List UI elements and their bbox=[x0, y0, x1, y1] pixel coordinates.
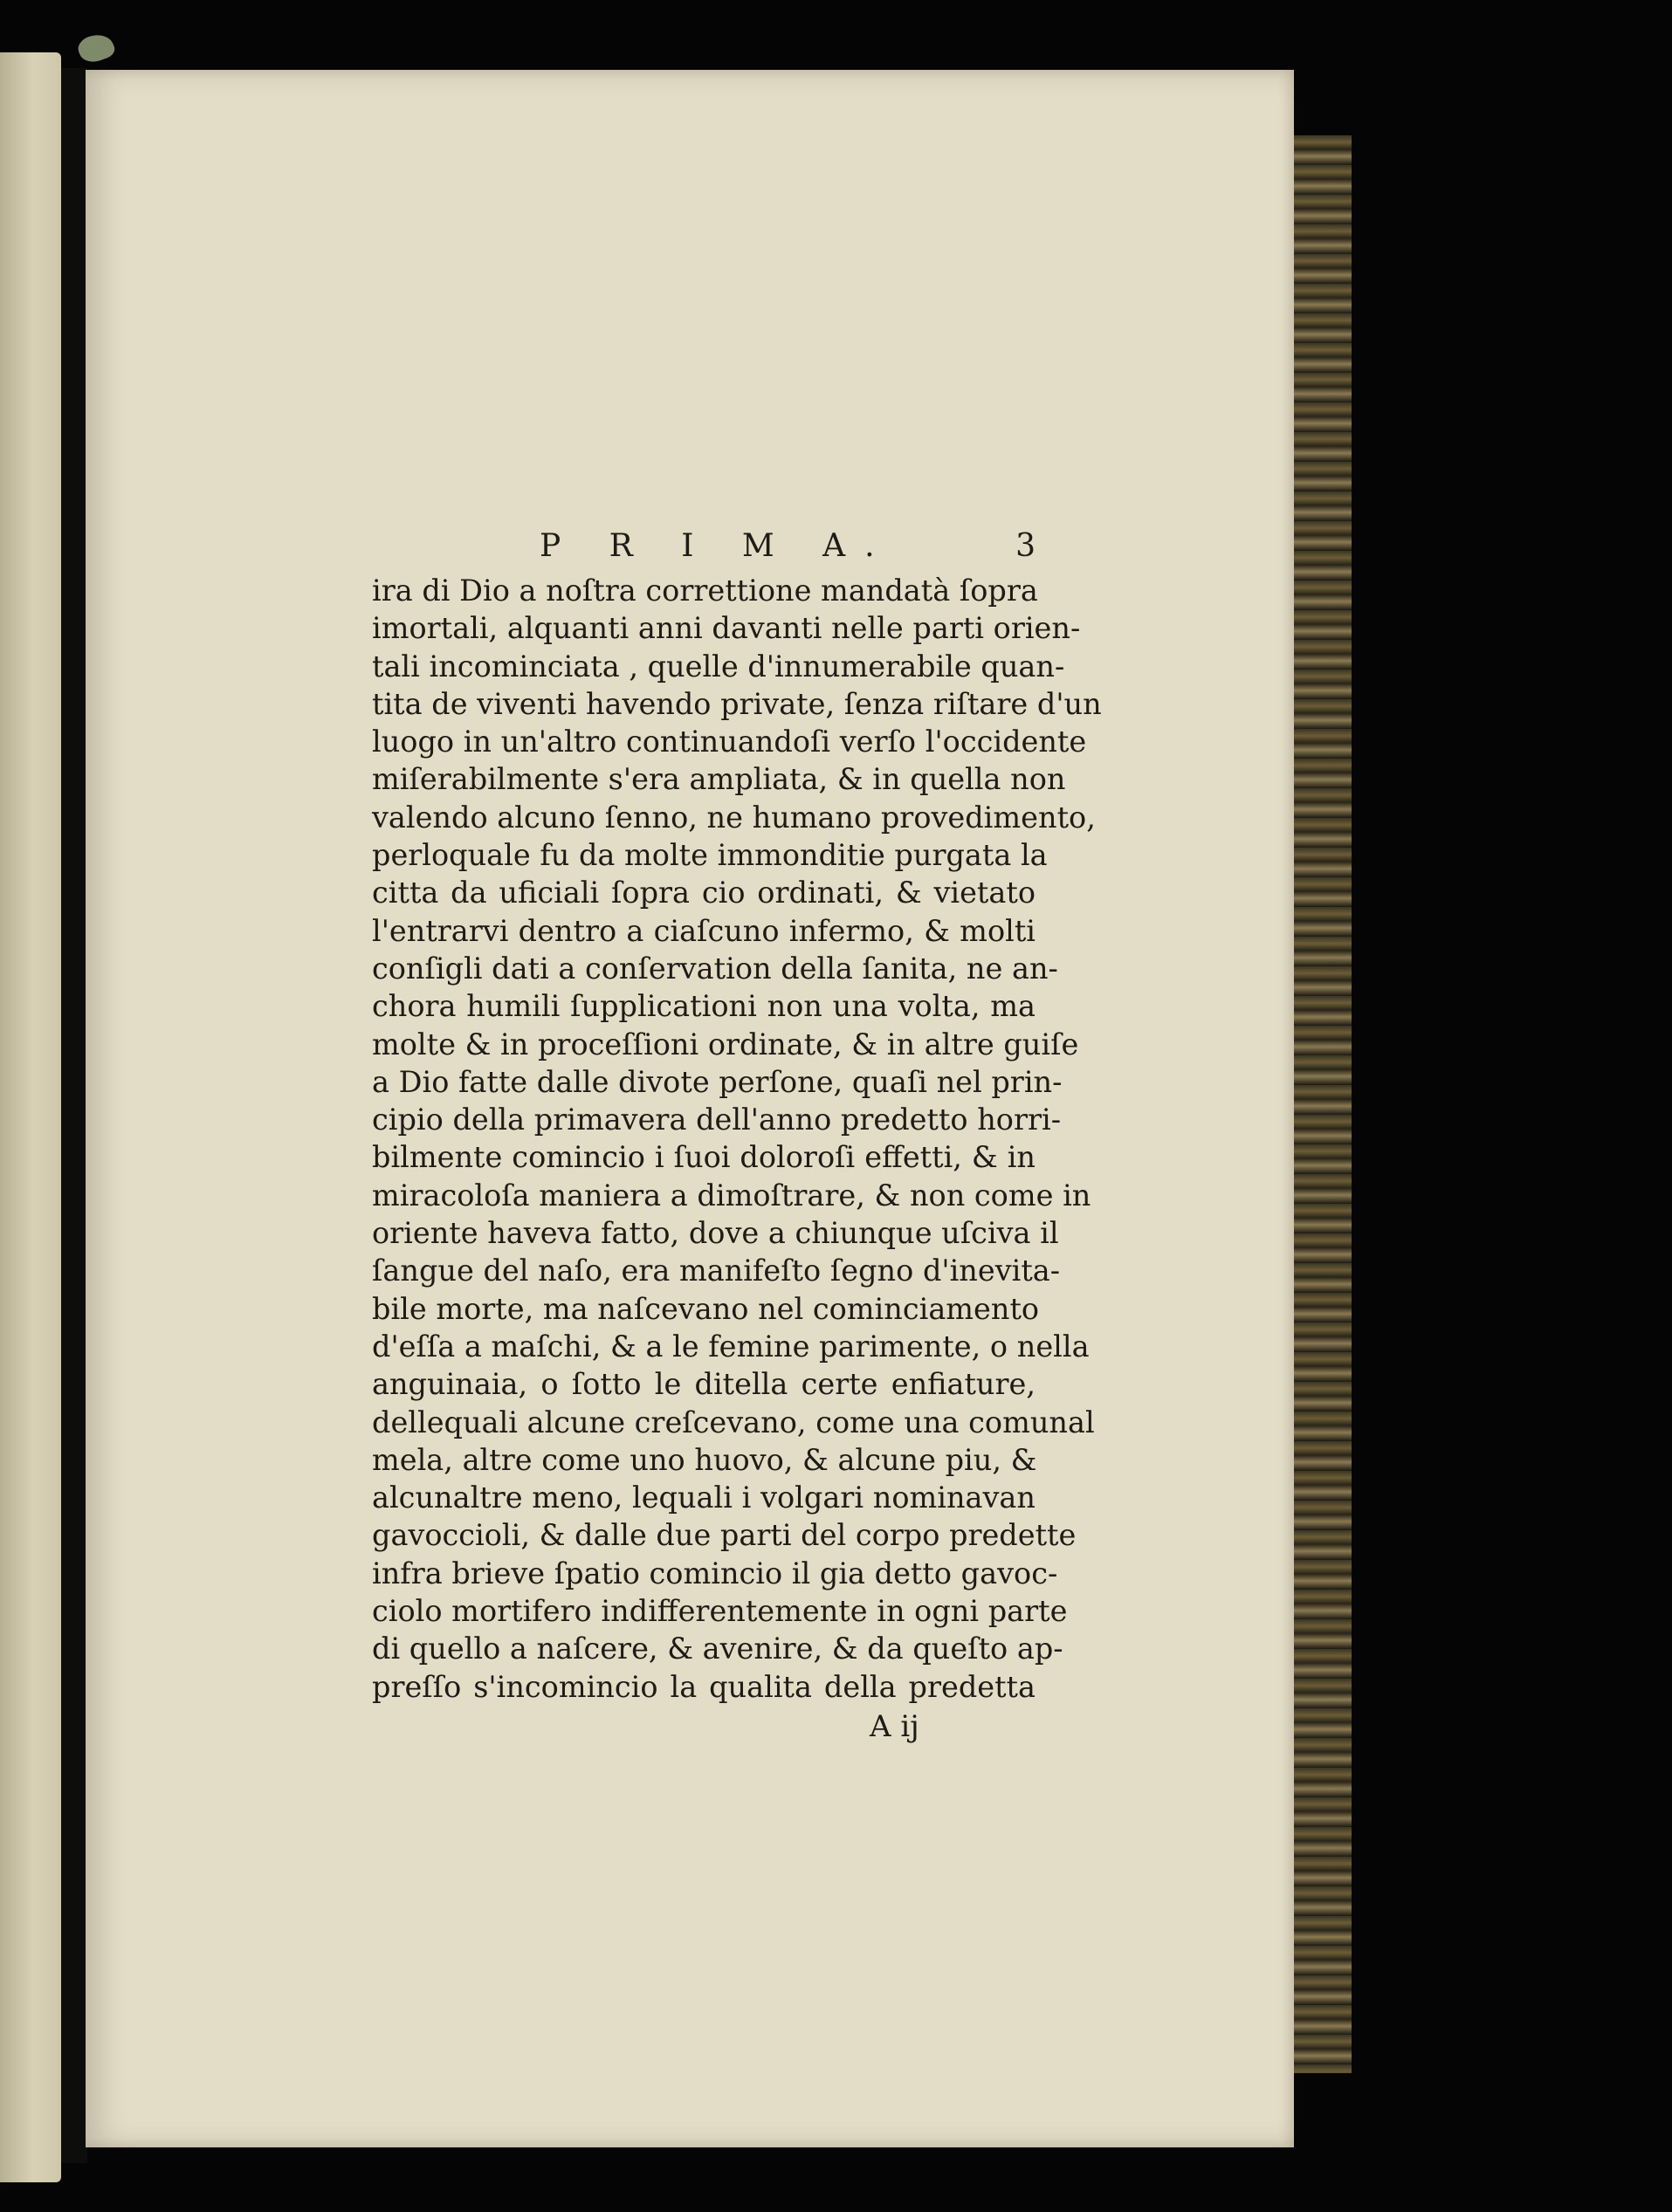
text-line: valendo alcuno ſenno, ne humano provedimento, bbox=[372, 800, 1096, 835]
text-line: tita de viventi havendo private, ſenza riſtare d'un bbox=[372, 686, 1102, 721]
text-line: d'eſſa a maſchi, & a le femine parimente, o nella bbox=[372, 1329, 1090, 1364]
text-line: bilmente comincio i ſuoi doloroſi effetti, & in bbox=[372, 1140, 1036, 1175]
text-line: mela, altre come uno huovo, & alcune piu, & bbox=[372, 1442, 1037, 1477]
text-line: imortali, alquanti anni davanti nelle parti orien- bbox=[372, 611, 1081, 646]
text-line: preſſo s'incomincio la qualita della predetta bbox=[372, 1669, 1036, 1704]
running-head bbox=[372, 528, 1036, 572]
running-head-title: P R I M A. bbox=[540, 528, 894, 564]
left-page-edge bbox=[0, 52, 61, 2182]
text-line: anguinaia, o ſotto le ditella certe enfiature, bbox=[372, 1367, 1036, 1402]
page-edges-gilt bbox=[1290, 135, 1352, 2073]
text-line: perloquale fu da molte immonditie purgata la bbox=[372, 838, 1048, 873]
page-number: 3 bbox=[1015, 528, 1036, 564]
body-text bbox=[372, 572, 1102, 1706]
text-line: ira di Dio a noſtra correttione mandatà ſopra bbox=[372, 574, 1038, 608]
book-gutter bbox=[61, 68, 87, 2163]
text-line: citta da uficiali ſopra cio ordinati, & vietato bbox=[372, 876, 1036, 910]
text-line: alcunaltre meno, lequali i volgari nominavan bbox=[372, 1480, 1036, 1515]
text-line: chora humili ſupplicationi non una volta, ma bbox=[372, 989, 1036, 1024]
text-line: dellequali alcune creſcevano, come una comunal bbox=[372, 1405, 1095, 1439]
signature-mark: A ij bbox=[870, 1708, 919, 1744]
text-line: di quello a naſcere, & avenire, & da queſto ap- bbox=[372, 1632, 1063, 1666]
text-line: oriente haveva fatto, dove a chiunque uſciva il bbox=[372, 1216, 1059, 1251]
text-line: miracoloſa maniera a dimoſtrare, & non come in bbox=[372, 1178, 1091, 1212]
text-line: ſangue del naſo, era manifeſto ſegno d'inevita- bbox=[372, 1254, 1061, 1288]
text-line: tali incominciata , quelle d'innumerabile quan- bbox=[372, 649, 1065, 684]
text-line: miſerabilmente s'era ampliata, & in quella non bbox=[372, 762, 1066, 797]
text-line: luogo in un'altro continuandoſi verſo l'occidente bbox=[372, 725, 1087, 759]
text-line: infra brieve ſpatio comincio il gia detto gavoc- bbox=[372, 1556, 1058, 1590]
text-line: conſigli dati a conſervation della ſanita, ne an- bbox=[372, 951, 1058, 986]
text-line: l'entrarvi dentro a ciaſcuno infermo, & molti bbox=[372, 913, 1036, 948]
text-line: cipio della primavera dell'anno predetto horri- bbox=[372, 1103, 1062, 1137]
text-line: ciolo mortifero indifferentemente in ogni parte bbox=[372, 1594, 1068, 1629]
book-page bbox=[86, 70, 1294, 2147]
text-line: gavoccioli, & dalle due parti del corpo predette bbox=[372, 1518, 1077, 1553]
text-line: a Dio fatte dalle divote perſone, quaſi nel prin- bbox=[372, 1064, 1063, 1099]
text-line: molte & in proceſſioni ordinate, & in altre guiſe bbox=[372, 1027, 1079, 1061]
bookmark-ribbon bbox=[75, 30, 117, 66]
text-block bbox=[372, 528, 1102, 1744]
text-line: bile morte, ma naſcevano nel cominciamento bbox=[372, 1291, 1040, 1326]
